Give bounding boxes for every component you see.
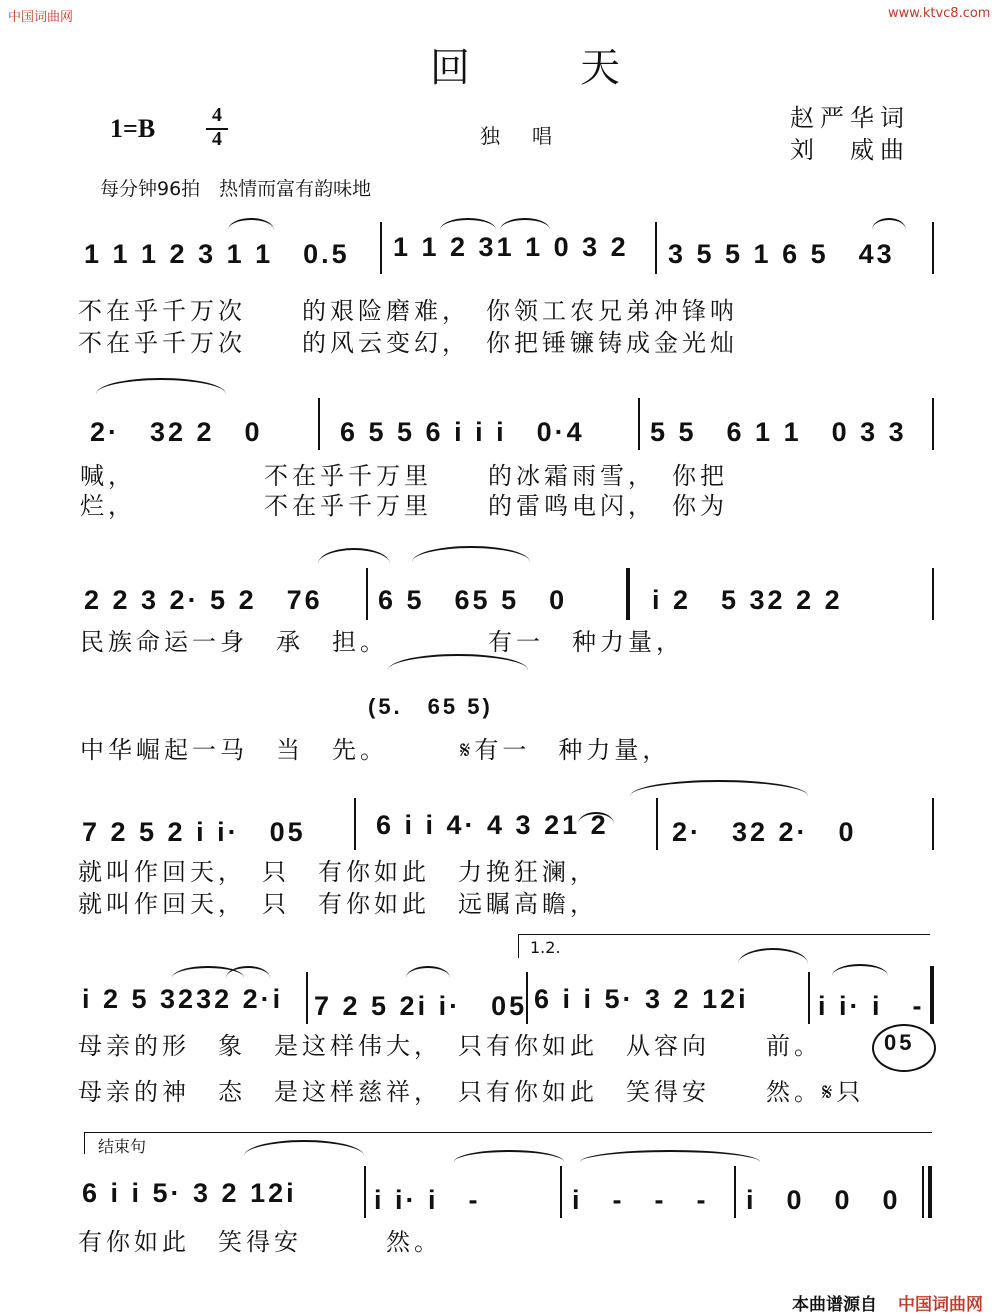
barline (734, 1166, 736, 1218)
footer-source-label: 本曲谱源自 (792, 1295, 877, 1315)
final-barline-thin (922, 1166, 924, 1218)
key-signature: 1=B (110, 114, 156, 143)
barline (560, 1166, 562, 1218)
measure: 3 5 5 1 6 5 43 (668, 239, 895, 269)
lyrics-verse-2: 母亲的神 态 是这样慈祥， 只有你如此 笑得安 然。𝄋只 (78, 1078, 865, 1106)
time-signature-top: 4 (212, 104, 222, 126)
footer-source-site[interactable]: 中国词曲网 (898, 1295, 983, 1315)
song-title: 回天 (430, 45, 730, 91)
ending-bracket (84, 1132, 932, 1133)
slur (454, 1150, 564, 1162)
measure: i i· i - (374, 1185, 481, 1215)
barline (932, 398, 934, 450)
alternate-notes: (5. 65 5) (368, 694, 493, 719)
lyrics-verse-1: 喊， 不在乎千万里 的冰霜雨雪， 你把 (80, 462, 728, 490)
ending-bracket-left (84, 1132, 85, 1154)
lyrics-ending: 有你如此 笑得安 然。 (78, 1228, 442, 1256)
barline (655, 222, 657, 274)
lyrics-verse-1: 民族命运一身 承 担。 有一 种力量， (80, 628, 684, 656)
measure: 2 2 3 2· 5 2 76 (84, 585, 323, 615)
measure: 1 1 1 2 3 1 1 0.5 (84, 239, 350, 269)
measure: 7 2 5 2i i· 05 (314, 991, 528, 1021)
barline (808, 972, 810, 1024)
measure: 2· 32 2 0 (90, 417, 263, 447)
pickup-notes: 05 (884, 1030, 915, 1055)
barline (932, 798, 934, 850)
slur (580, 1150, 760, 1162)
measure: 6 5 5 6 i i i 0·4 (340, 417, 585, 447)
measure: 6 i i 5· 3 2 12i (82, 1178, 297, 1208)
lyricist-credit: 赵严华词 (790, 104, 910, 132)
ending-label: 结束句 (98, 1137, 147, 1156)
lyrics-verse-1: 母亲的形 象 是这样伟大， 只有你如此 从容向 前。 (78, 1032, 822, 1060)
measure: 1 1 2 31 1 0 3 2 (393, 232, 629, 262)
measure: i i· i - (818, 991, 925, 1021)
volta-bracket (518, 934, 930, 935)
measure: i 0 0 0 (746, 1185, 901, 1215)
slur (738, 948, 808, 964)
measure: i 2 5 32 2 2 (652, 585, 843, 615)
barline (656, 798, 658, 850)
volta-label: 1.2. (530, 938, 561, 957)
slur (406, 966, 450, 978)
time-signature-bottom: 4 (212, 128, 222, 150)
barline (366, 568, 368, 620)
lyrics-verse-2: 中华崛起一马 当 先。 𝄋有一 种力量， (80, 736, 671, 764)
barline (306, 972, 308, 1024)
measure: 6 5 65 5 0 (378, 585, 568, 615)
measure: i - - - (572, 1185, 709, 1215)
final-barline-thick (928, 1166, 932, 1218)
barline (932, 222, 934, 274)
composer-credit: 刘 威曲 (790, 136, 910, 164)
measure: 2· 32 2· 0 (672, 817, 857, 847)
watermark-left[interactable]: 中国词曲网 (8, 10, 74, 25)
barline (638, 398, 640, 450)
barline (932, 568, 934, 620)
slur (832, 964, 888, 976)
measure: i 2 5 3232 2·i (82, 984, 284, 1014)
lyrics-verse-2: 不在乎千万次 的风云变幻， 你把锤镰铸成金光灿 (78, 329, 738, 357)
performance-type: 独 唱 (480, 124, 558, 148)
repeat-end-barline (930, 966, 934, 1024)
barline (380, 222, 382, 274)
barline (526, 972, 528, 1024)
lyrics-verse-2: 烂， 不在乎千万里 的雷鸣电闪， 你为 (80, 492, 728, 520)
tempo-marking: 每分钟96拍 热情而富有韵味地 (100, 178, 372, 200)
slur (872, 218, 906, 230)
barline (354, 798, 356, 850)
barline (318, 398, 320, 450)
slur (226, 966, 270, 978)
lyrics-verse-2: 就叫作回天， 只 有你如此 远瞩高瞻， (78, 890, 598, 918)
slur (500, 218, 550, 230)
slur (228, 218, 274, 230)
measure: 5 5 6 1 1 0 3 3 (650, 417, 907, 447)
slur (96, 378, 226, 394)
slur (244, 1140, 364, 1156)
measure: 7 2 5 2 i i· 05 (82, 817, 306, 847)
measure: 6 i i 5· 3 2 12i (534, 984, 749, 1014)
watermark-right[interactable]: www.ktvc8.com (888, 6, 991, 21)
lyrics-verse-1: 就叫作回天， 只 有你如此 力挽狂澜， (78, 858, 598, 886)
slur (440, 218, 496, 230)
volta-bracket-left (518, 934, 519, 958)
repeat-barline (626, 568, 630, 620)
measure: 6 i i 4· 4 3 21 2 (376, 810, 609, 840)
lyrics-verse-1: 不在乎千万次 的艰险磨难， 你领工农兄弟冲锋呐 (78, 297, 738, 325)
slur (412, 546, 530, 562)
barline (364, 1166, 366, 1218)
slur (318, 548, 390, 564)
slur (630, 780, 808, 796)
